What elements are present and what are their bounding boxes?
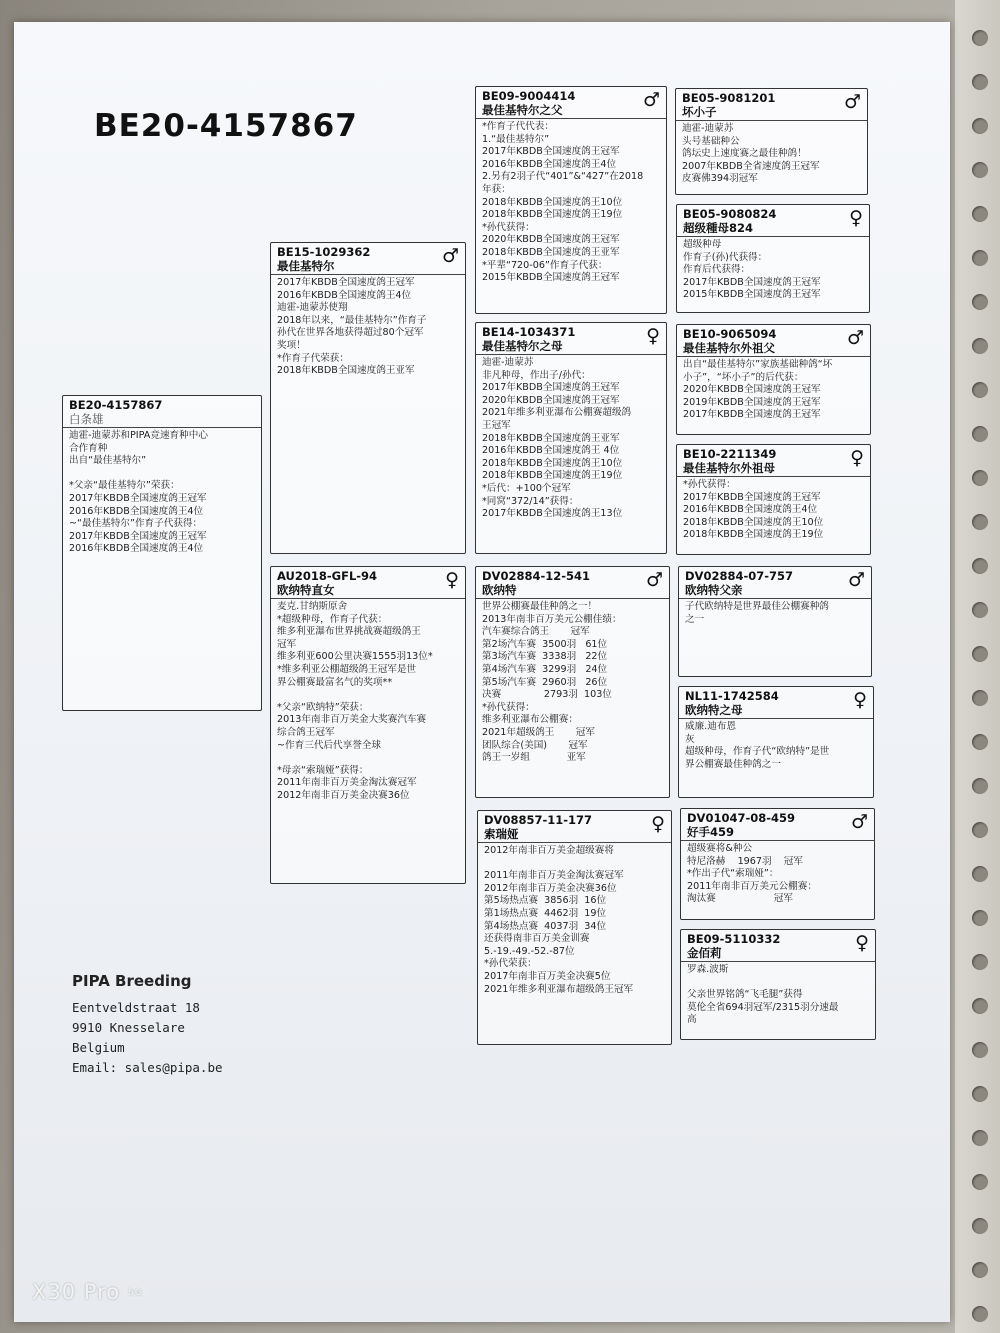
punch-hole: [972, 1130, 988, 1146]
pigeon-name: 欧纳特父亲: [685, 583, 743, 597]
achievement-line: 年获：: [482, 183, 511, 195]
achievement-line: 冠军: [277, 638, 297, 650]
achievement-line: 超级种母，作育子代“欧纳特”是世: [685, 746, 830, 758]
achievement-line: *作育子代荣获：: [277, 352, 349, 364]
achievement-line: 2015年KBDB全国速度鸽王冠军: [683, 289, 821, 301]
achievement-line: 2016年KBDB全国速度鸽王4位: [69, 505, 204, 517]
achievement-line: 2018年KBDB全国速度鸽王19位: [683, 529, 824, 541]
achievement-line: 淘汰赛 冠军: [687, 893, 793, 905]
achievement-line: 2.另有2羽子代“401”&“427”在2018: [482, 171, 644, 183]
achievement-line: ~“最佳基特尔”作育子代获得：: [69, 518, 203, 530]
punch-hole: [972, 734, 988, 750]
punch-hole: [972, 1042, 988, 1058]
female-sex-icon: ♀: [646, 325, 660, 347]
achievement-line: 5.-19.-49.-52.-87位: [484, 945, 575, 957]
punch-hole: [972, 1262, 988, 1278]
achievement-line: 团队综合(美国) 冠军: [482, 739, 588, 751]
pigeon-name: 好手459: [687, 825, 735, 839]
achievement-line: 维多利亚瀑布公棚赛：: [482, 714, 578, 726]
achievement-line: [277, 752, 459, 765]
achievement-line: *超级种母，作育子代获：: [277, 613, 388, 625]
achievement-line: 特尼洛赫 1967羽 冠军: [687, 855, 803, 867]
male-sex-icon: ♂: [847, 569, 865, 591]
pigeon-card: [680, 808, 875, 920]
watermark-badge: 5G: [124, 1287, 147, 1299]
card-header: [677, 445, 870, 477]
card-body: [63, 428, 261, 558]
achievement-line: 迪霍-迪蒙苏和PIPA竞速育种中心: [69, 430, 208, 441]
ring-number: BE05-9081201: [682, 91, 776, 105]
achievement-line: 2017年KBDB全国速度鸽王冠军: [482, 146, 620, 158]
achievement-line: 王冠军: [482, 419, 511, 431]
achievement-line: 2016年KBDB全国速度鸽王4位: [482, 158, 617, 170]
achievement-line: 2018年KBDB全国速度鸽王亚军: [277, 365, 415, 377]
pigeon-name: 最佳基特尔: [277, 259, 335, 273]
achievement-line: 2016年KBDB全国速度鸽王4位: [277, 289, 412, 301]
achievement-line: 2007年KBDB全省速度鸽王冠军: [682, 160, 820, 172]
achievement-line: ~作育三代后代享誉全球: [277, 739, 381, 751]
achievement-line: *孙代荣获：: [484, 958, 537, 970]
pigeon-card: [475, 86, 667, 314]
card-header: [679, 687, 873, 719]
achievement-line: 2017年KBDB全国速度鸽王冠军: [69, 492, 207, 504]
pigeon-card: [680, 929, 876, 1040]
female-sex-icon: ♀: [853, 689, 867, 711]
ring-number: DV01047-08-459: [687, 811, 796, 825]
punch-hole: [972, 514, 988, 530]
achievement-line: 1.“最佳基特尔”: [482, 133, 550, 145]
achievement-line: 世界公棚赛最佳种鸽之一！: [482, 601, 598, 612]
card-header: [676, 89, 867, 121]
achievement-line: 界公棚赛最佳种鸽之一: [685, 758, 781, 770]
female-sex-icon: ♀: [849, 207, 863, 229]
achievement-line: 2013年南非百万美元公棚佳绩：: [482, 613, 622, 625]
pigeon-name: 最佳基特尔外祖父: [683, 341, 775, 355]
achievement-line: 第1场热点赛 4462羽 19位: [484, 907, 607, 919]
card-body: [681, 841, 874, 908]
achievement-line: 第5场汽车赛 2960羽 26位: [482, 676, 608, 688]
address-street: Eentveldstraat 18: [72, 1000, 200, 1015]
achievement-line: 2017年南非百万美金决赛5位: [484, 970, 611, 982]
punch-hole: [972, 1174, 988, 1190]
punch-hole: [972, 910, 988, 926]
card-body: [271, 275, 465, 380]
achievement-line: 孙代在世界各地获得超过80个冠军: [277, 327, 424, 339]
achievement-line: 2012年南非百万美金决赛36位: [484, 882, 617, 894]
achievement-line: 2012年南非百万美金超级赛将: [484, 845, 614, 856]
punch-hole: [972, 162, 988, 178]
punch-hole: [972, 250, 988, 266]
punch-hole: [972, 470, 988, 486]
page-title: BE20-4157867: [94, 108, 358, 144]
achievement-line: *作育子代代表：: [482, 121, 554, 132]
pigeon-card: [270, 566, 466, 884]
achievement-line: 2011年南非百万美元公棚赛：: [687, 880, 817, 892]
punch-hole: [972, 30, 988, 46]
achievement-line: 作育后代获得：: [683, 264, 751, 276]
achievement-line: 2015年KBDB全国速度鸽王冠军: [482, 272, 620, 284]
achievement-line: 第4场汽车赛 3299羽 24位: [482, 663, 608, 675]
achievement-line: 2016年KBDB全国速度鸽王4位: [683, 504, 818, 516]
contact-email[interactable]: Email: sales@pipa.be: [72, 1060, 223, 1075]
achievement-line: 头号基础种公: [682, 135, 740, 147]
punch-hole: [972, 822, 988, 838]
card-header: [476, 567, 669, 599]
achievement-line: 2016年KBDB全国速度鸽王4位: [69, 543, 204, 555]
card-header: [271, 243, 465, 275]
card-body: [679, 599, 871, 628]
achievement-line: 麦克.甘纳斯原舍: [277, 601, 348, 612]
punch-hole-strip: [955, 0, 1000, 1333]
achievement-line: 2017年KBDB全国速度鸽王冠军: [277, 277, 415, 288]
achievement-line: 2018年KBDB全国速度鸽王19位: [482, 470, 623, 482]
ring-number: BE09-9004414: [482, 89, 576, 103]
achievement-line: 作育子(孙)代获得：: [683, 251, 768, 263]
achievement-line: 2018年KBDB全国速度鸽王亚军: [482, 246, 620, 258]
achievement-line: 之一: [685, 613, 705, 625]
achievement-line: *父亲“欧纳特”荣获：: [277, 701, 369, 713]
pigeon-name: 坏小子: [682, 105, 717, 119]
punch-hole: [972, 294, 988, 310]
achievement-line: [277, 689, 459, 702]
achievement-line: 第3场汽车赛 3338羽 22位: [482, 651, 608, 663]
achievement-line: 2013年南非百万美金大奖赛汽车赛: [277, 714, 427, 726]
achievement-line: 高: [687, 1014, 697, 1026]
achievement-line: 2019年KBDB全国速度鸽王冠军: [683, 396, 821, 408]
card-header: [681, 930, 875, 962]
ring-number: BE14-1034371: [482, 325, 576, 339]
punch-hole: [972, 690, 988, 706]
ring-number: BE20-4157867: [69, 398, 163, 412]
achievement-line: 父亲世界铭鸽“飞毛腿”获得: [687, 989, 803, 1001]
company-name: PIPA Breeding: [72, 972, 192, 990]
achievement-line: 出自“最佳基特尔”家族基础种鸽“坏: [683, 359, 833, 370]
card-body: [677, 237, 869, 304]
achievement-line: 迪霍-迪蒙苏: [482, 357, 534, 368]
pigeon-card: [475, 566, 670, 798]
achievement-line: 皮赛佛394羽冠军: [682, 173, 758, 185]
achievement-line: 2016年KBDB全国速度鸽王 4位: [482, 445, 620, 457]
ring-number: DV08857-11-177: [484, 813, 593, 827]
pigeon-name: 欧纳特直女: [277, 583, 335, 597]
pigeon-name: 白条雄: [69, 412, 104, 426]
achievement-line: 鸽坛史上速度赛之最佳种鸽！: [682, 148, 807, 160]
pigeon-name: 欧纳特: [482, 583, 517, 597]
pigeon-name: 超级種母824: [683, 221, 754, 235]
achievement-line: 2020年KBDB全国速度鸽王冠军: [482, 234, 620, 246]
pigeon-card: [676, 324, 871, 435]
pigeon-card: [62, 395, 262, 711]
achievement-line: 2011年南非百万美金淘汰赛冠军: [277, 777, 417, 789]
address-country: Belgium: [72, 1040, 125, 1055]
achievement-line: 决赛 2793羽 103位: [482, 689, 612, 701]
card-header: [476, 87, 666, 119]
watermark-brand: X30 Pro: [32, 1280, 121, 1304]
pigeon-card: [475, 322, 667, 554]
achievement-line: 综合鸽王冠军: [277, 726, 335, 738]
camera-watermark: [32, 1280, 147, 1304]
card-header: [677, 205, 869, 237]
achievement-line: 第4场热点赛 4037羽 34位: [484, 920, 607, 932]
achievement-line: 2017年KBDB全国速度鸽王冠军: [683, 409, 821, 421]
achievement-line: 灰: [685, 733, 695, 745]
pigeon-name: 索瑞娅: [484, 827, 519, 841]
pigeon-card: [676, 204, 870, 313]
achievement-line: 非凡种母，作出子/孙代：: [482, 369, 591, 381]
achievement-line: 2021年维多利亚瀑布超级鸽王冠军: [484, 983, 634, 995]
punch-hole: [972, 382, 988, 398]
male-sex-icon: ♂: [441, 245, 459, 267]
achievement-line: *孙代获得：: [482, 221, 535, 233]
achievement-line: 2018年KBDB全国速度鸽王10位: [482, 457, 623, 469]
female-sex-icon: ♀: [445, 569, 459, 591]
pigeon-card: [477, 810, 672, 1045]
achievement-line: 2017年KBDB全国速度鸽王冠军: [683, 276, 821, 288]
male-sex-icon: ♂: [850, 811, 868, 833]
card-header: [271, 567, 465, 599]
pigeon-name: 最佳基特尔外祖母: [683, 461, 775, 475]
achievement-line: 威廉.迪布恩: [685, 721, 737, 732]
punch-hole: [972, 998, 988, 1014]
card-header: [63, 396, 261, 428]
punch-hole: [972, 1306, 988, 1322]
achievement-line: 莫伦全省694羽冠军/2315羽分速最: [687, 1001, 839, 1013]
achievement-line: 维多利亚瀑布世界挑战赛超级鸽王: [277, 626, 421, 638]
card-body: [677, 477, 870, 544]
achievement-line: 2021年超级鸽王 冠军: [482, 726, 595, 738]
achievement-line: *平辈“720-06”作育子代获：: [482, 259, 608, 271]
card-body: [676, 121, 867, 188]
card-header: [677, 325, 870, 357]
ring-number: NL11-1742584: [685, 689, 779, 703]
achievement-line: 超级种母: [683, 239, 722, 250]
punch-hole: [972, 954, 988, 970]
achievement-line: 2017年KBDB全国速度鸽王冠军: [69, 530, 207, 542]
ring-number: BE15-1029362: [277, 245, 371, 259]
achievement-line: 2018年以来，“最佳基特尔”作育子: [277, 314, 427, 326]
card-body: [476, 355, 666, 523]
pigeon-card: [678, 686, 874, 798]
achievement-line: 第2场汽车赛 3500羽 61位: [482, 638, 608, 650]
achievement-line: *父亲“最佳基特尔”荣获：: [69, 480, 180, 492]
achievement-line: [484, 858, 665, 871]
achievement-line: 罗森.波斯: [687, 964, 729, 975]
card-body: [476, 599, 669, 767]
achievement-line: *后代：+100个冠军: [482, 482, 571, 494]
punch-hole: [972, 426, 988, 442]
achievement-line: 奖项！: [277, 339, 306, 351]
pigeon-name: 最佳基特尔之父: [482, 103, 563, 117]
achievement-line: 2018年KBDB全国速度鸽王19位: [482, 209, 623, 221]
punch-hole: [972, 778, 988, 794]
female-sex-icon: ♀: [855, 932, 869, 954]
pigeon-name: 金佰莉: [687, 946, 722, 960]
card-header: [476, 323, 666, 355]
achievement-line: *母亲“索瑞娅”获得：: [277, 764, 369, 776]
achievement-line: *孙代获得：: [482, 701, 535, 713]
card-header: [681, 809, 874, 841]
punch-hole: [972, 74, 988, 90]
company-footer: [72, 972, 223, 1078]
pigeon-card: [678, 566, 872, 677]
male-sex-icon: ♂: [642, 89, 660, 111]
achievement-line: 出自“最佳基特尔”: [69, 455, 147, 467]
achievement-line: 2011年南非百万美金淘汰赛冠军: [484, 870, 624, 882]
male-sex-icon: ♂: [645, 569, 663, 591]
achievement-line: 维多利亚600公里决赛1555羽13位*: [277, 651, 433, 663]
achievement-line: [69, 468, 255, 481]
achievement-line: 小子”，“坏小子”的后代获：: [683, 371, 804, 383]
achievement-line: 2021年维多利亚瀑布公棚赛超级鸽: [482, 407, 632, 419]
pigeon-card: [676, 444, 871, 555]
achievement-line: 子代欧纳特是世界最佳公棚赛种鸽: [685, 601, 829, 612]
achievement-line: 迪霍-迪蒙苏: [682, 123, 734, 134]
punch-hole: [972, 1218, 988, 1234]
male-sex-icon: ♂: [843, 91, 861, 113]
achievement-line: 2017年KBDB全国速度鸽王13位: [482, 508, 623, 520]
achievement-line: 2012年南非百万美金决赛36位: [277, 789, 410, 801]
achievement-line: *同窝“372/14”获得：: [482, 495, 579, 507]
achievement-line: 2018年KBDB全国速度鸽王亚军: [482, 432, 620, 444]
ring-number: BE10-9065094: [683, 327, 777, 341]
card-body: [679, 719, 873, 773]
card-body: [478, 843, 671, 998]
pigeon-card: [675, 88, 868, 195]
achievement-line: *维多利亚公棚超级鸽王冠军是世: [277, 663, 417, 675]
ring-number: DV02884-12-541: [482, 569, 591, 583]
punch-hole: [972, 602, 988, 618]
card-body: [271, 599, 465, 805]
card-body: [677, 357, 870, 424]
achievement-line: 迪霍-迪蒙苏使翔: [277, 302, 348, 314]
card-header: [679, 567, 871, 599]
achievement-line: 还获得南非百万美金训赛: [484, 933, 590, 945]
pigeon-name: 最佳基特尔之母: [482, 339, 563, 353]
punch-hole: [972, 206, 988, 222]
achievement-line: 2020年KBDB全国速度鸽王冠军: [683, 384, 821, 396]
achievement-line: *作出子代“索瑞娅”：: [687, 868, 779, 880]
achievement-line: 汽车赛综合鸽王 冠军: [482, 626, 590, 638]
achievement-line: 超级赛将&种公: [687, 843, 753, 854]
female-sex-icon: ♀: [651, 813, 665, 835]
achievement-line: 合作育种: [69, 442, 108, 454]
punch-hole: [972, 1086, 988, 1102]
achievement-line: 2017年KBDB全国速度鸽王冠军: [482, 382, 620, 394]
card-body: [476, 119, 666, 287]
punch-hole: [972, 866, 988, 882]
achievement-line: 2017年KBDB全国速度鸽王冠军: [683, 491, 821, 503]
achievement-line: 2018年KBDB全国速度鸽王10位: [482, 196, 623, 208]
ring-number: BE05-9080824: [683, 207, 777, 221]
achievement-line: *孙代获得：: [683, 479, 736, 490]
achievement-line: 界公棚赛最富名气的奖项**: [277, 676, 393, 688]
ring-number: DV02884-07-757: [685, 569, 794, 583]
achievement-line: 2018年KBDB全国速度鸽王10位: [683, 516, 824, 528]
pigeon-card: [270, 242, 466, 554]
pigeon-name: 欧纳特之母: [685, 703, 743, 717]
achievement-line: 2020年KBDB全国速度鸽王冠军: [482, 394, 620, 406]
card-body: [681, 962, 875, 1029]
address-city: 9910 Knesselare: [72, 1020, 185, 1035]
punch-hole: [972, 558, 988, 574]
card-header: [478, 811, 671, 843]
ring-number: BE10-2211349: [683, 447, 777, 461]
achievement-line: [687, 977, 869, 990]
female-sex-icon: ♀: [850, 447, 864, 469]
achievement-line: 鸽王一岁组 亚军: [482, 752, 586, 764]
punch-hole: [972, 118, 988, 134]
punch-hole: [972, 338, 988, 354]
punch-hole: [972, 646, 988, 662]
male-sex-icon: ♂: [846, 327, 864, 349]
ring-number: AU2018-GFL-94: [277, 569, 378, 583]
achievement-line: 第5场热点赛 3856羽 16位: [484, 895, 607, 907]
ring-number: BE09-5110332: [687, 932, 781, 946]
